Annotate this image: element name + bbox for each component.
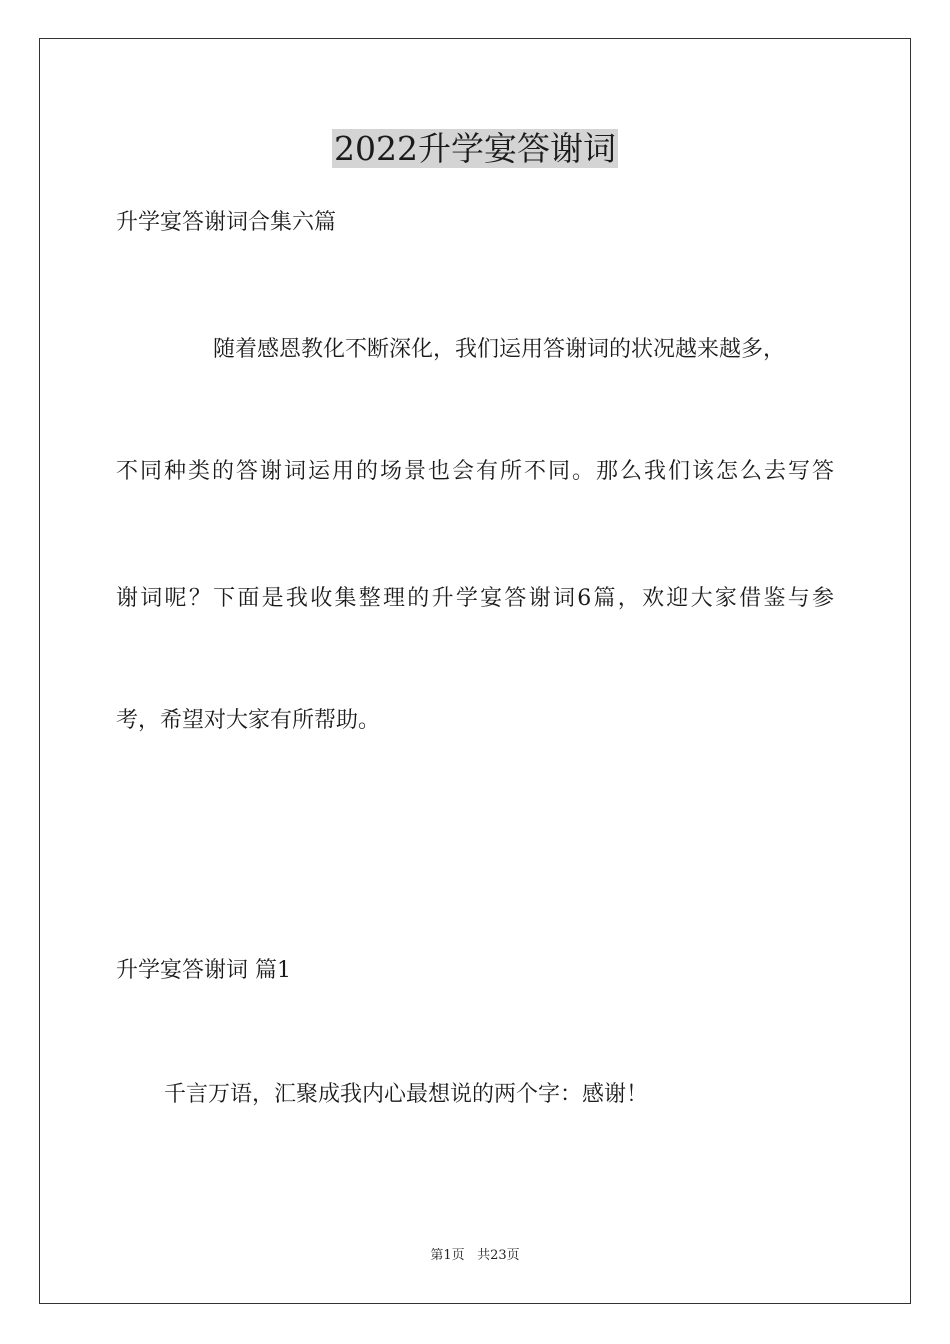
page-footer xyxy=(0,1247,950,1265)
page-number: 第1页 xyxy=(430,1248,465,1263)
section-paragraph-line: 千言万语，汇聚成我内心最想说的两个字：感谢！ xyxy=(164,1082,649,1107)
intro-paragraph-line: 考，希望对大家有所帮助。 xyxy=(116,708,381,733)
intro-paragraph-line: 不同种类的答谢词运用的场景也会有所不同。那么我们该怎么去写答 xyxy=(116,459,834,484)
document-subtitle: 升学宴答谢词合集六篇 xyxy=(116,210,337,235)
page-total: 共23页 xyxy=(477,1248,520,1263)
document-title xyxy=(0,126,950,172)
intro-paragraph-line: 随着感恩教化不断深化，我们运用答谢词的状况越来越多， xyxy=(213,337,786,362)
section-heading: 升学宴答谢词 篇1 xyxy=(116,958,291,983)
intro-paragraph-line: 谢词呢？下面是我收集整理的升学宴答谢词6篇，欢迎大家借鉴与参 xyxy=(116,586,834,611)
document-title-text: 2022升学宴答谢词 xyxy=(334,129,616,168)
